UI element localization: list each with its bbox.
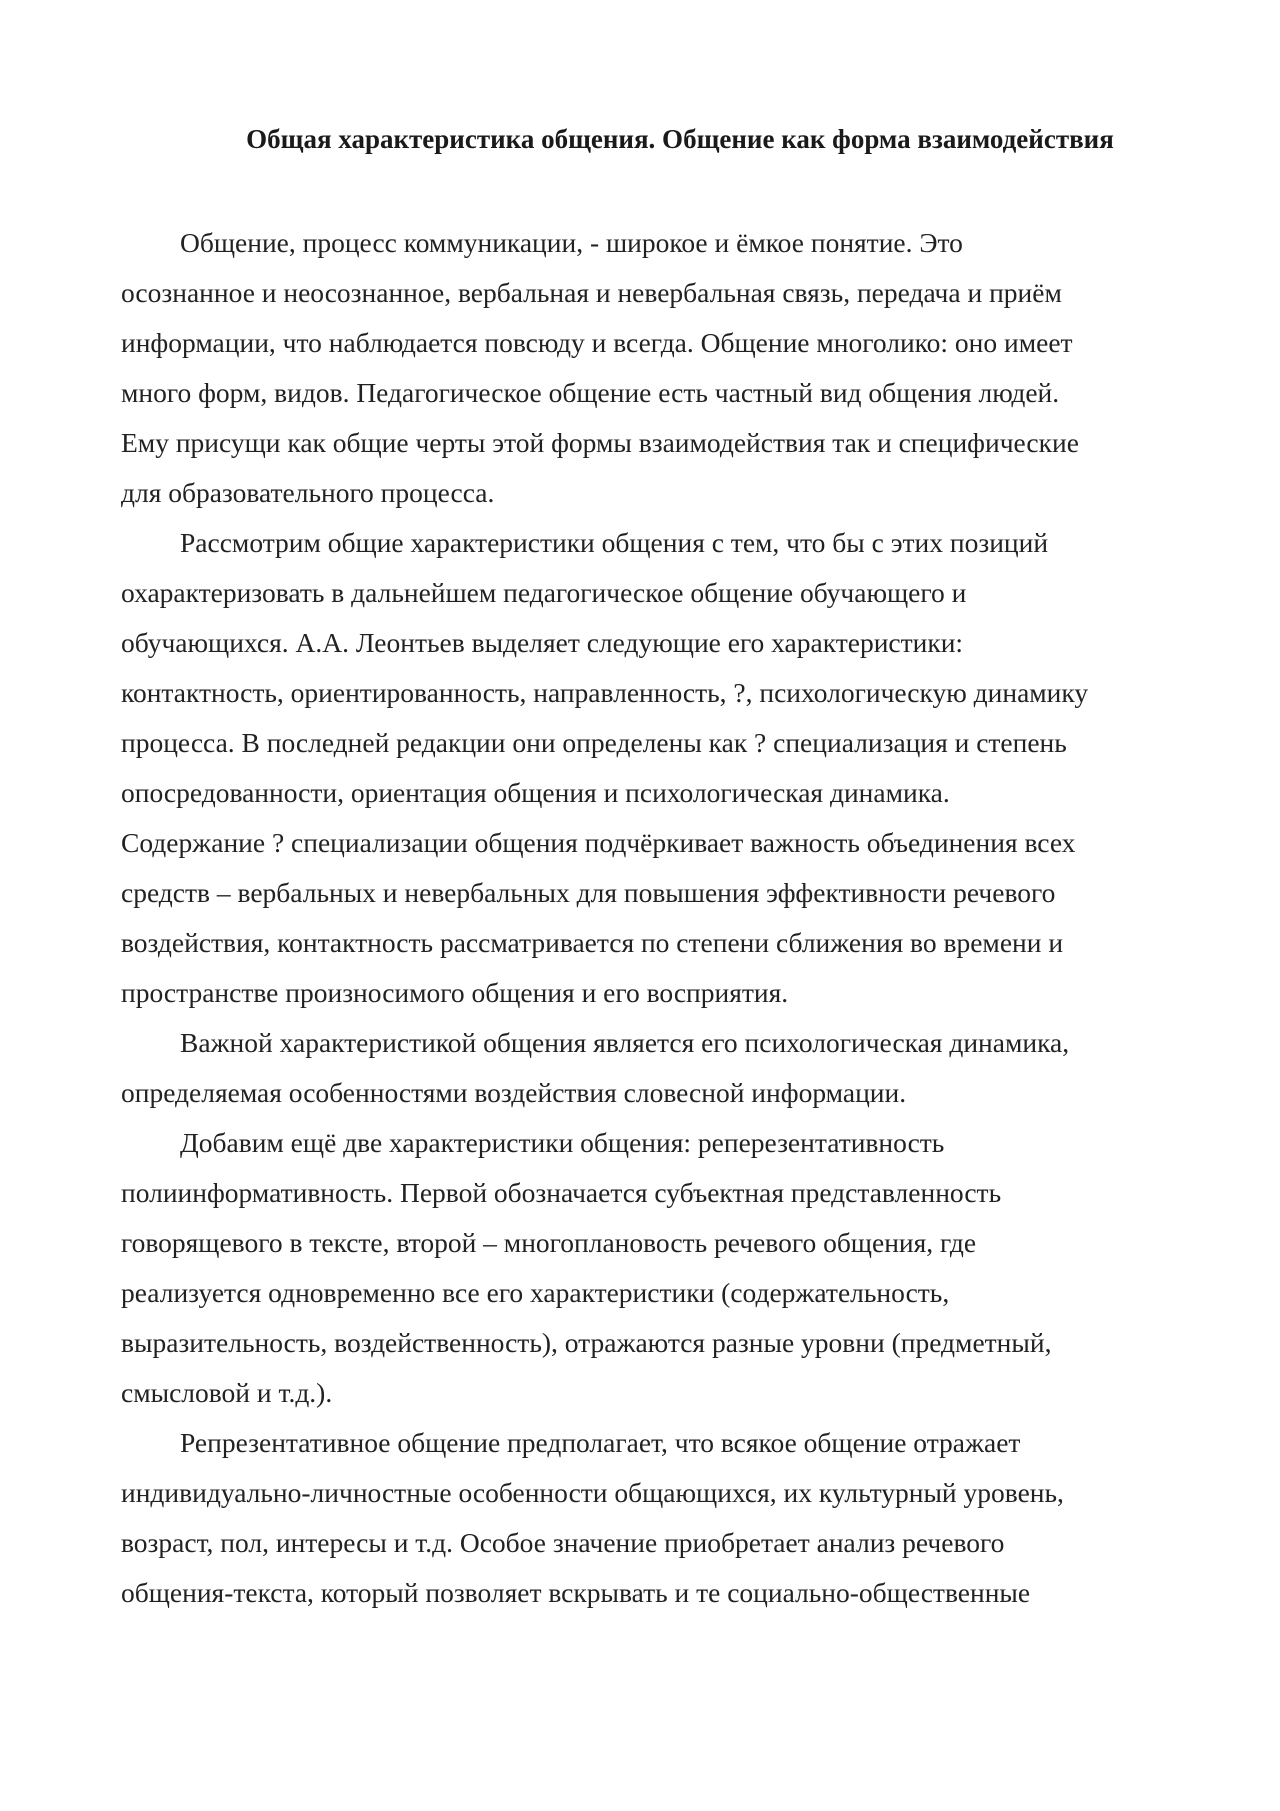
text-line: Добавим ещё две характеристики общения: реперезентативность [180, 1127, 945, 1158]
text-line: средств – вербальных и невербальных для повышения эффективности речевого [121, 877, 1056, 908]
text-line: общения-текста, который позволяет вскрывать и те социально-общественные [121, 1577, 1031, 1608]
text-line: охарактеризовать в дальнейшем педагогическое общение обучающего и [121, 577, 967, 608]
text-line: Важной характеристикой общения является его психологическая динамика, [180, 1027, 1070, 1058]
text-line: контактность, ориентированность, направленность, ?, психологическую динамику [121, 677, 1089, 708]
text-line: индивидуально-личностные особенности общающихся, их культурный уровень, [121, 1477, 1064, 1508]
text-line: воздействия, контактность рассматривается по степени сближения во времени и [121, 927, 1064, 958]
text-line: определяемая особенностями воздействия словесной информации. [121, 1077, 907, 1108]
text-line: смысловой и т.д.). [121, 1377, 333, 1408]
document-body [121, 218, 1181, 1618]
text-line: много форм, видов. Педагогическое общение есть частный вид общения людей. [121, 377, 1060, 408]
text-line: реализуется одновременно все его характеристики (содержательность, [121, 1277, 950, 1308]
text-line: Рассмотрим общие характеристики общения с тем, что бы с этих позиций [180, 527, 1049, 558]
paragraph-5 [121, 1418, 1181, 1618]
paragraph-4 [121, 1118, 1181, 1418]
paragraph-2 [121, 518, 1181, 1018]
text-line: Репрезентативное общение предполагает, что всякое общение отражает [180, 1427, 1021, 1458]
text-line: говорящевого в тексте, второй – многоплановость речевого общения, где [121, 1227, 977, 1258]
text-line: обучающихся. А.А. Леонтьев выделяет следующие его характеристики: [121, 627, 964, 658]
text-line: пространстве произносимого общения и его восприятия. [121, 977, 789, 1008]
text-line: осознанное и неосознанное, вербальная и невербальная связь, передача и приём [121, 277, 1062, 308]
paragraph-1 [121, 218, 1181, 518]
text-line: Ему присущи как общие черты этой формы взаимодействия так и специфические [121, 427, 1079, 458]
text-line: Содержание ? специализации общения подчёркивает важность объединения всех [121, 827, 1076, 858]
text-line: информации, что наблюдается повсюду и всегда. Общение многолико: оно имеет [121, 327, 1073, 358]
text-line: выразительность, воздейственность), отражаются разные уровни (предметный, [121, 1327, 1052, 1358]
text-line: для образовательного процесса. [121, 477, 495, 508]
text-line: опосредованности, ориентация общения и психологическая динамика. [121, 777, 950, 808]
text-line: процесса. В последней редакции они определены как ? специализация и степень [121, 727, 1067, 758]
text-line: Общение, процесс коммуникации, - широкое и ёмкое понятие. Это [180, 227, 963, 258]
text-line: полиинформативность. Первой обозначается субъектная представленность [121, 1177, 1002, 1208]
text-line: возраст, пол, интересы и т.д. Особое значение приобретает анализ речевого [121, 1527, 1005, 1558]
paragraph-3 [121, 1018, 1181, 1118]
document-title: Общая характеристика общения. Общение как форма взаимодействия [246, 124, 1114, 154]
